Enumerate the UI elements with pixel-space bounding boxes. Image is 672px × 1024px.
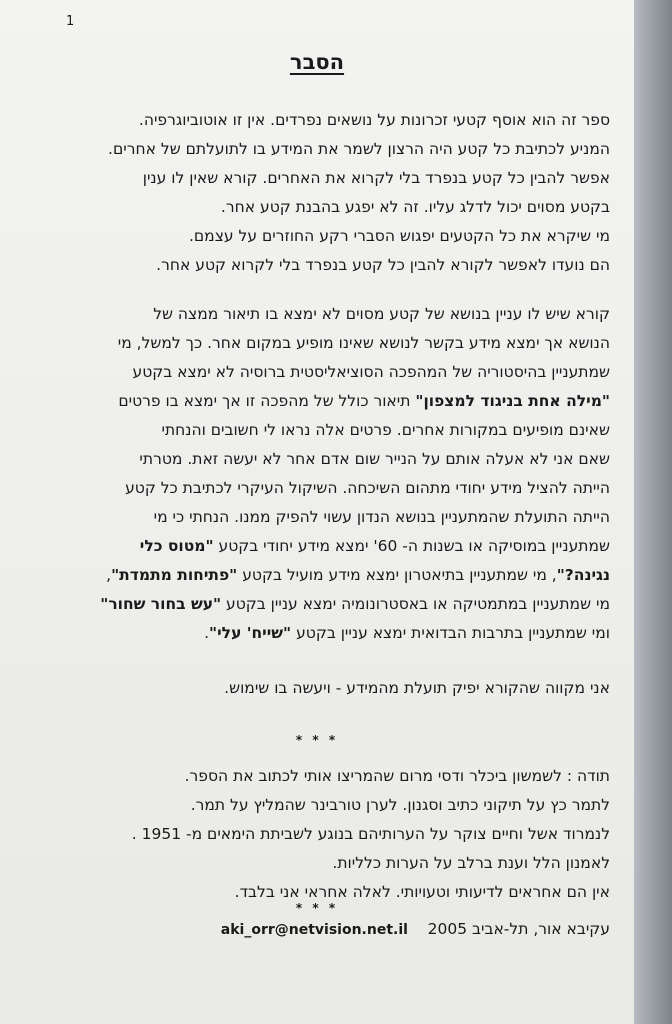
hope-paragraph — [70, 674, 610, 703]
chapter-title-reference: "מילה אחת בניגוד למצפון" — [415, 392, 610, 410]
text-line: שאינם מופיעים במקורות אחרים. פרטים אלה נראו לי חשובים והנחתי — [161, 421, 610, 439]
text-line: לתמר כץ על תיקוני כתיב וסגנון. לערן טורבינר שהמליץ על תמר. — [190, 796, 610, 814]
text-line: הייתה התועלת שהמתעניין בנושא הנדון עשוי להפיק ממנו. הנחתי כי מי — [153, 508, 610, 526]
text-line: שאם אני לא אעלה אותם על הנייר שום אדם אחר לא יעשה זאת. מטרתי — [139, 450, 610, 468]
text-span: מי שמתעניין במתמטיקה או באסטרונומיה ימצא עניין בקטע — [221, 595, 610, 613]
text-line: קורא שיש לו עניין בנושא של קטע מסוים לא ימצא בו תיאור ממצה של — [153, 305, 610, 323]
text-span: ומי שמתעניין בתרבות הבדואית ימצא עניין בקטע — [291, 624, 610, 642]
text-line: שמתעניין בהיסטוריה של המהפכה הסוציאליסטית ברוסיה לא ימצא בקטע — [132, 363, 610, 381]
text-line — [70, 619, 610, 648]
signature-line — [70, 920, 610, 938]
page-title: הסבר — [289, 50, 345, 74]
chapter-title-reference: "שייח' עלי" — [209, 624, 292, 642]
text-line: הנושא אך ימצא מידע בקשר לנושא שאינו מופיע במקום אחר. כך למשל, מי — [117, 334, 610, 352]
acknowledgements — [70, 762, 610, 907]
text-line — [70, 387, 610, 416]
text-line: אפשר להבין כל קטע בנפרד בלי לקרוא את האחרים. קורא שאין לו ענין — [142, 169, 610, 187]
text-line — [70, 590, 610, 619]
email-address: aki_orr@netvision.net.il — [220, 922, 408, 938]
text-line: אני מקווה שהקורא יפיק תועלת מהמידע - ויעשה בו שימוש. — [224, 679, 610, 697]
text-line: לאמנון הלל וענת ברלב על הערות כלליות. — [332, 854, 610, 872]
text-line: הייתה להציל מידע יחודי מתהום השיכחה. השיקול העיקרי לכתיבת כל קטע — [125, 479, 610, 497]
text-span: . — [204, 624, 210, 642]
chapter-title-reference: "עש בחור שחור" — [100, 595, 222, 613]
text-line: לנמרוד אשל וחיים צוקר על הערותיהם בנוגע לשביתת הימאים מ- 1951 . — [131, 825, 610, 843]
text-line: המניע לכתיבת כל קטע היה הרצון לשמר את המידע בו לתועלתם של אחרים. — [108, 140, 610, 158]
text-line: מי שיקרא את כל הקטעים יפגוש הסברי רקע החוזרים על עצמם. — [188, 227, 610, 245]
text-line: ספר זה הוא אוסף קטעי זכרונות על נושאים נפרדים. אין זו אוטוביוגרפיה. — [138, 111, 610, 129]
text-span: , מי שמתעניין בתיאטרון ימצא מידע מועיל בקטע — [237, 566, 557, 584]
text-span: תיאור כולל של מהפכה זו אך ימצא בו פרטים — [118, 392, 416, 410]
text-span: , — [106, 566, 112, 584]
text-span: שמתעניין במוסיקה או בשנות ה- 60' ימצא מידע יחודי בקטע — [213, 537, 610, 555]
text-line — [70, 561, 610, 590]
details-paragraph — [70, 300, 610, 648]
intro-paragraph — [70, 106, 610, 280]
text-line: בקטע מסוים יכול לדלג עליו. זה לא יפגע בהבנת קטע אחר. — [220, 198, 610, 216]
page-number: 1 — [66, 14, 75, 29]
author-signature: עקיבא אור, תל-אביב 2005 — [427, 920, 610, 938]
text-line — [70, 532, 610, 561]
section-separator: * * * — [295, 901, 339, 915]
chapter-title-reference: "פתיחות מתמדת" — [111, 566, 238, 584]
section-separator: * * * — [295, 733, 339, 747]
text-line: תודה : לשמשון ביכלר ודסי מרום שהמריצו אותי לכתוב את הספר. — [184, 767, 610, 785]
chapter-title-reference: "מטוס כלי — [139, 537, 214, 555]
chapter-title-reference: נגינה?" — [556, 566, 610, 584]
text-line: הם נועדו לאפשר לקורא להבין כל קטע בנפרד בלי לקרוא קטע אחר. — [156, 256, 610, 274]
page-edge-background — [634, 0, 672, 1024]
text-line: אין הם אחראים לדיעותי וטעויותי. לאלה אחראי אני בלבד. — [234, 883, 610, 901]
